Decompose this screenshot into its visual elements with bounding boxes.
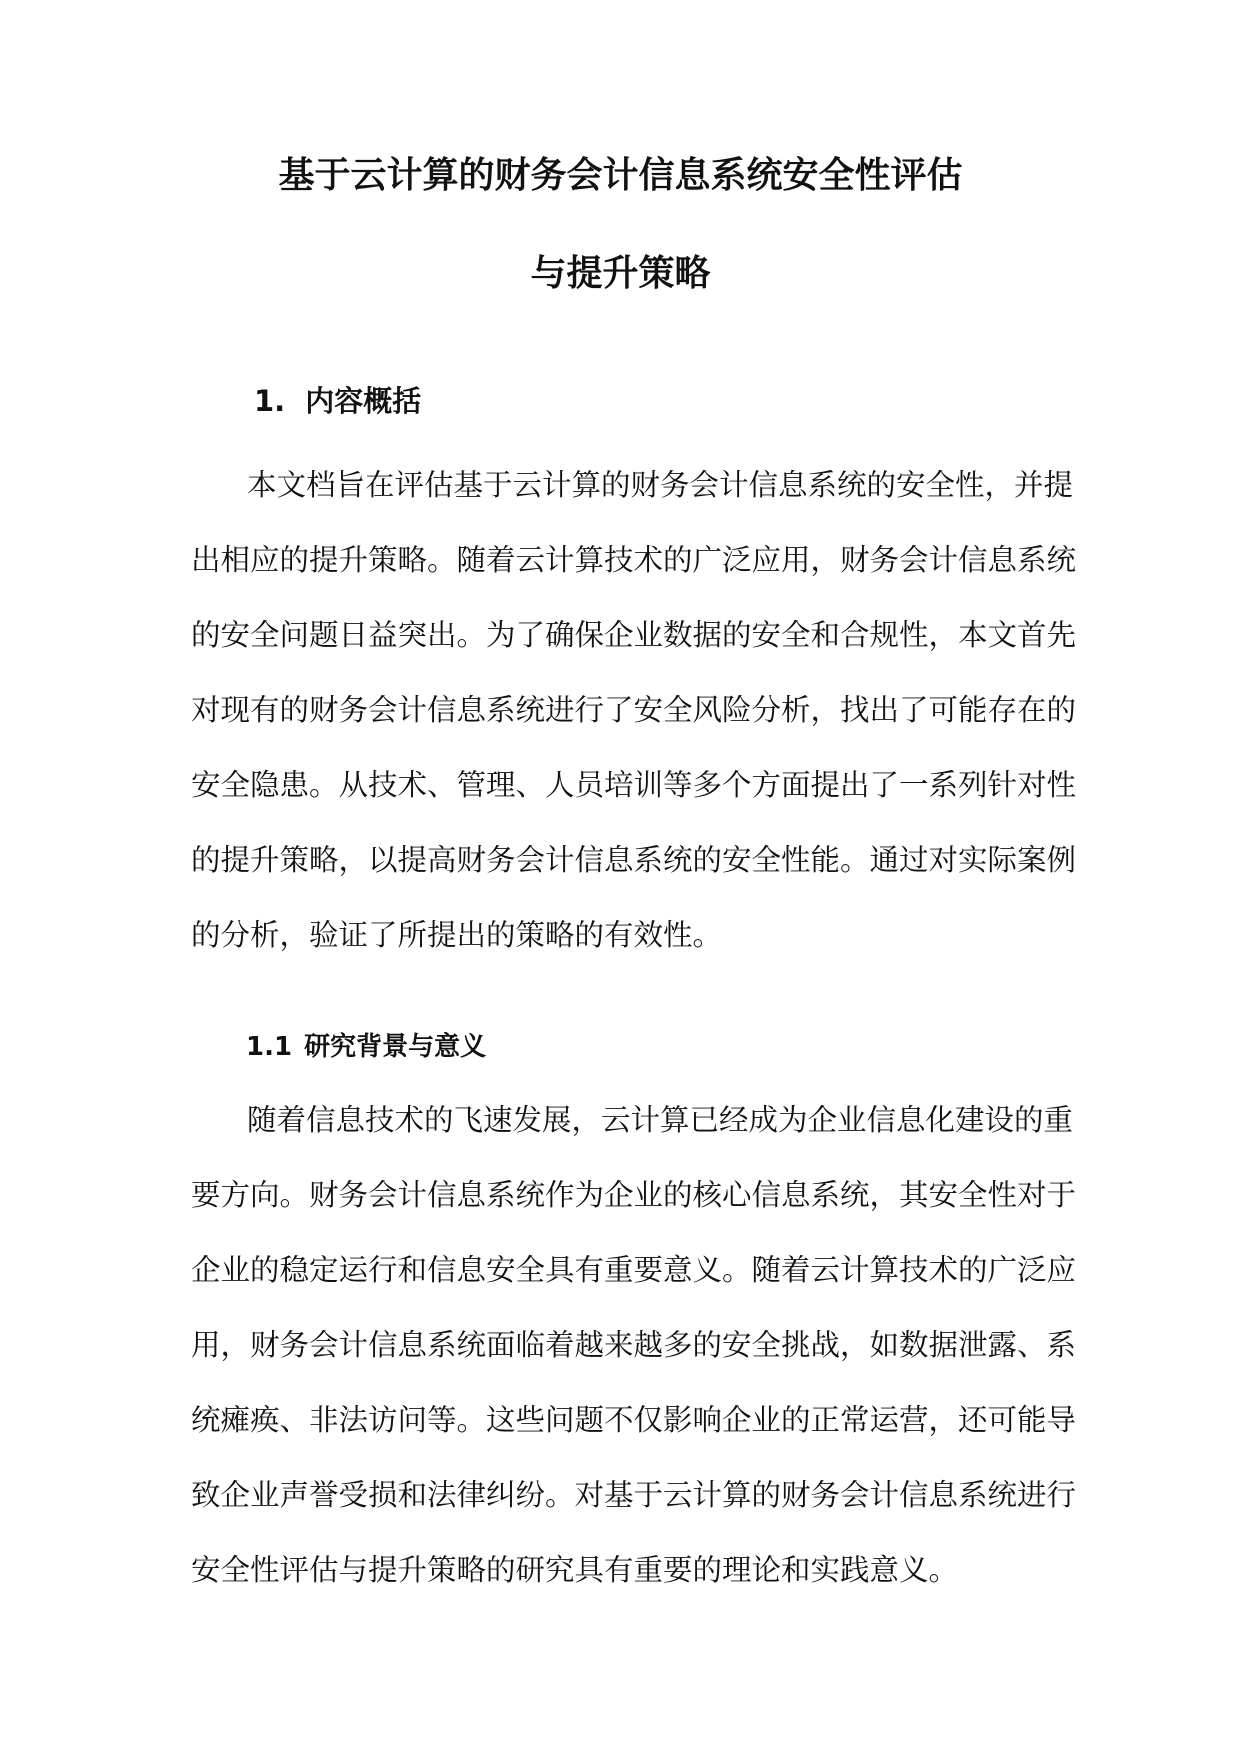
paragraph-line: 随着信息技术的飞速发展，云计算已经成为企业信息化建设的重 bbox=[247, 1103, 1074, 1137]
paragraph-line: 统瘫痪、非法访问等。这些问题不仅影响企业的正常运营，还可能导 bbox=[191, 1403, 1077, 1437]
subsection-number: 1.1 bbox=[246, 1032, 293, 1062]
paragraph-line: 的分析，验证了所提出的策略的有效性。 bbox=[191, 918, 723, 952]
section-1-1-paragraph bbox=[191, 1101, 1077, 1626]
paragraph-line: 要方向。财务会计信息系统作为企业的核心信息系统，其安全性对于 bbox=[191, 1178, 1077, 1212]
paragraph-line: 本文档旨在评估基于云计算的财务会计信息系统的安全性，并提 bbox=[247, 468, 1074, 502]
paragraph-line: 的安全问题日益突出。为了确保企业数据的安全和合规性，本文首先 bbox=[191, 618, 1077, 652]
section-1-paragraph bbox=[191, 466, 1077, 991]
paragraph-line: 出相应的提升策略。随着云计算技术的广泛应用，财务会计信息系统 bbox=[191, 543, 1077, 577]
section-heading-1-1 bbox=[246, 1030, 486, 1064]
section-heading-1 bbox=[254, 383, 421, 419]
paragraph-line: 安全隐患。从技术、管理、人员培训等多个方面提出了一系列针对性 bbox=[191, 768, 1077, 802]
paragraph-line: 致企业声誉受损和法律纠纷。对基于云计算的财务会计信息系统进行 bbox=[191, 1478, 1077, 1512]
paragraph-line: 企业的稳定运行和信息安全具有重要意义。随着云计算技术的广泛应 bbox=[191, 1253, 1077, 1287]
paragraph-line: 安全性评估与提升策略的研究具有重要的理论和实践意义。 bbox=[191, 1553, 959, 1587]
document-title-line-1: 基于云计算的财务会计信息系统安全性评估 bbox=[278, 155, 963, 196]
subsection-heading-text: 研究背景与意义 bbox=[304, 1032, 487, 1062]
paragraph-line: 用，财务会计信息系统面临着越来越多的安全挑战，如数据泄露、系 bbox=[191, 1328, 1077, 1362]
section-number: 1. bbox=[254, 384, 286, 418]
section-heading-text: 内容概括 bbox=[305, 384, 422, 418]
paragraph-line: 的提升策略，以提高财务会计信息系统的安全性能。通过对实际案例 bbox=[191, 843, 1077, 877]
document-title-line-2: 与提升策略 bbox=[530, 253, 711, 294]
paragraph-line: 对现有的财务会计信息系统进行了安全风险分析，找出了可能存在的 bbox=[191, 693, 1077, 727]
